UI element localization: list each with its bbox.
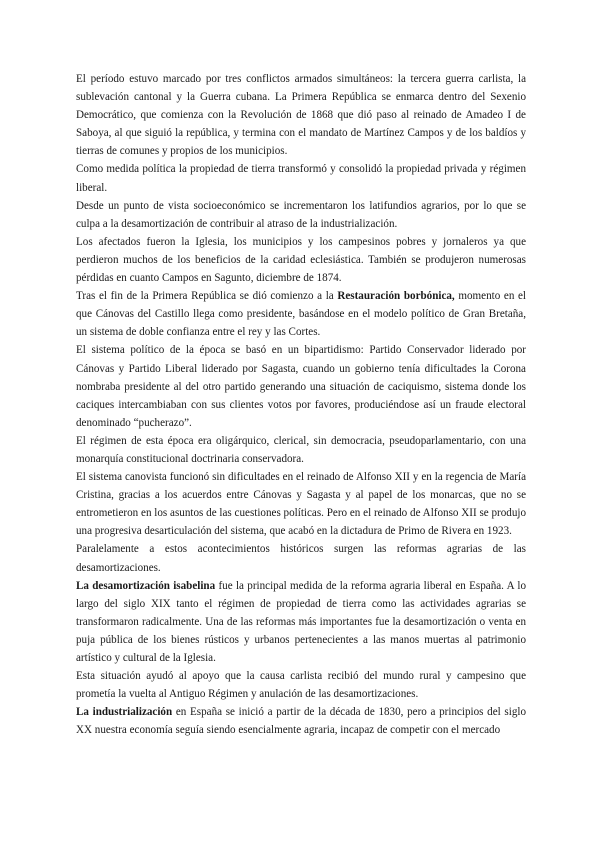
paragraph-text: El régimen de esta época era oligárquico, clerical, sin democracia, pseudoparlamentario, con una monarquía constitucional doctrinaria conservadora. (76, 434, 526, 465)
paragraph-text: Los afectados fueron la Iglesia, los municipios y los campesinos pobres y jornaleros ya que perdieron muchos de los beneficios de la caridad eclesiástica. También se produjeron numerosas pérdidas en cuanto Campos en Sagunto, diciembre de 1874. (76, 235, 526, 285)
paragraph-text: Desde un punto de vista socioeconómico se incrementaron los latifundios agrarios, por lo que se culpa a la desamortización de contribuir al atraso de la industrialización. (76, 199, 526, 230)
paragraph-text: Como medida política la propiedad de tierra transformó y consolidó la propiedad privada y régimen liberal. (76, 163, 526, 194)
paragraph-text: en España se inició a partir de la década de 1830, pero a principios del siglo XX nuestra economía seguía siendo esencialmente agraria, incapaz de competir con el mercado (76, 706, 526, 737)
paragraph-text: El sistema político de la época se basó en un bipartidismo: Partido Conservador liderado por Cánovas y Partido Liberal liderado por Sagasta, cuando un gobierno tenía dificultades la Corona nombraba presidente al del otro partido generando una situación de caciquismo, sistema donde los caciques intercambiaban con sus clientes votos por favores, produciéndose así un fraude electoral denominado “pucherazo”. (76, 344, 526, 429)
paragraph-2 (76, 160, 526, 196)
bold-term-industrializacion: La industrialización (76, 706, 173, 719)
paragraph-5 (76, 287, 526, 341)
paragraph-text: Tras el fin de la Primera República se dió comienzo a la (76, 290, 338, 303)
paragraph-8 (76, 468, 526, 540)
bold-term-desamortizacion: La desamortización isabelina (76, 579, 216, 592)
paragraph-9 (76, 540, 526, 576)
paragraph-1 (76, 70, 526, 160)
paragraph-4 (76, 233, 526, 287)
bold-term-restauracion: Restauración borbónica, (337, 290, 455, 303)
paragraph-text: momento en el que Cánovas del Castillo llega como presidente, basándose en el modelo político de Gran Bretaña, un sistema de doble confianza entre el rey y las Cortes. (76, 290, 527, 339)
paragraph-11 (76, 667, 526, 703)
paragraph-text: El período estuvo marcado por tres conflictos armados simultáneos: la tercera guerra carlista, la sublevación cantonal y la Guerra cubana. La Primera República se enmarca dentro del Sexenio Democrático, que comienza con la Revolución de 1868 que dió paso al reinado de Amadeo I de Saboya, al que siguió la república, y termina con el mandato de Martínez Campos y de los baldíos y tierras de comunes y propios de los municipios. (76, 73, 526, 158)
paragraph-3 (76, 197, 526, 233)
paragraph-text: Paralelamente a estos acontecimientos históricos surgen las reformas agrarias de las desamortizaciones. (76, 543, 526, 574)
paragraph-text: El sistema canovista funcionó sin dificultades en el reinado de Alfonso XII y en la regencia de María Cristina, gracias a los acuerdos entre Cánovas y Sagasta y al papel de los monarcas, que no se entrometieron en los asuntos de las cuestiones políticas. Pero en el reinado de Alfonso XII se produjo una progresiva desarticulación del sistema, que acabó en la dictadura de Primo de Rivera en 1923. (76, 471, 526, 538)
document-body (76, 70, 526, 739)
paragraph-text: Esta situación ayudó al apoyo que la causa carlista recibió del mundo rural y campesino que prometía la vuelta al Antiguo Régimen y anulación de las desamortizaciones. (76, 670, 526, 701)
paragraph-6 (76, 341, 526, 431)
paragraph-12 (76, 703, 526, 739)
paragraph-10 (76, 577, 526, 667)
paragraph-text: fue la principal medida de la reforma agraria liberal en España. A lo largo del siglo XIX tanto el régimen de propiedad de tierra como las actividades agrarias se transformaron radicalmente. Una de las reformas más importantes fue la desamortización o venta en puja pública de los bienes rústicos y urbanos pertenecientes a las manos muertas al patrimonio artístico y cultural de la Iglesia. (76, 579, 526, 664)
paragraph-7 (76, 432, 526, 468)
